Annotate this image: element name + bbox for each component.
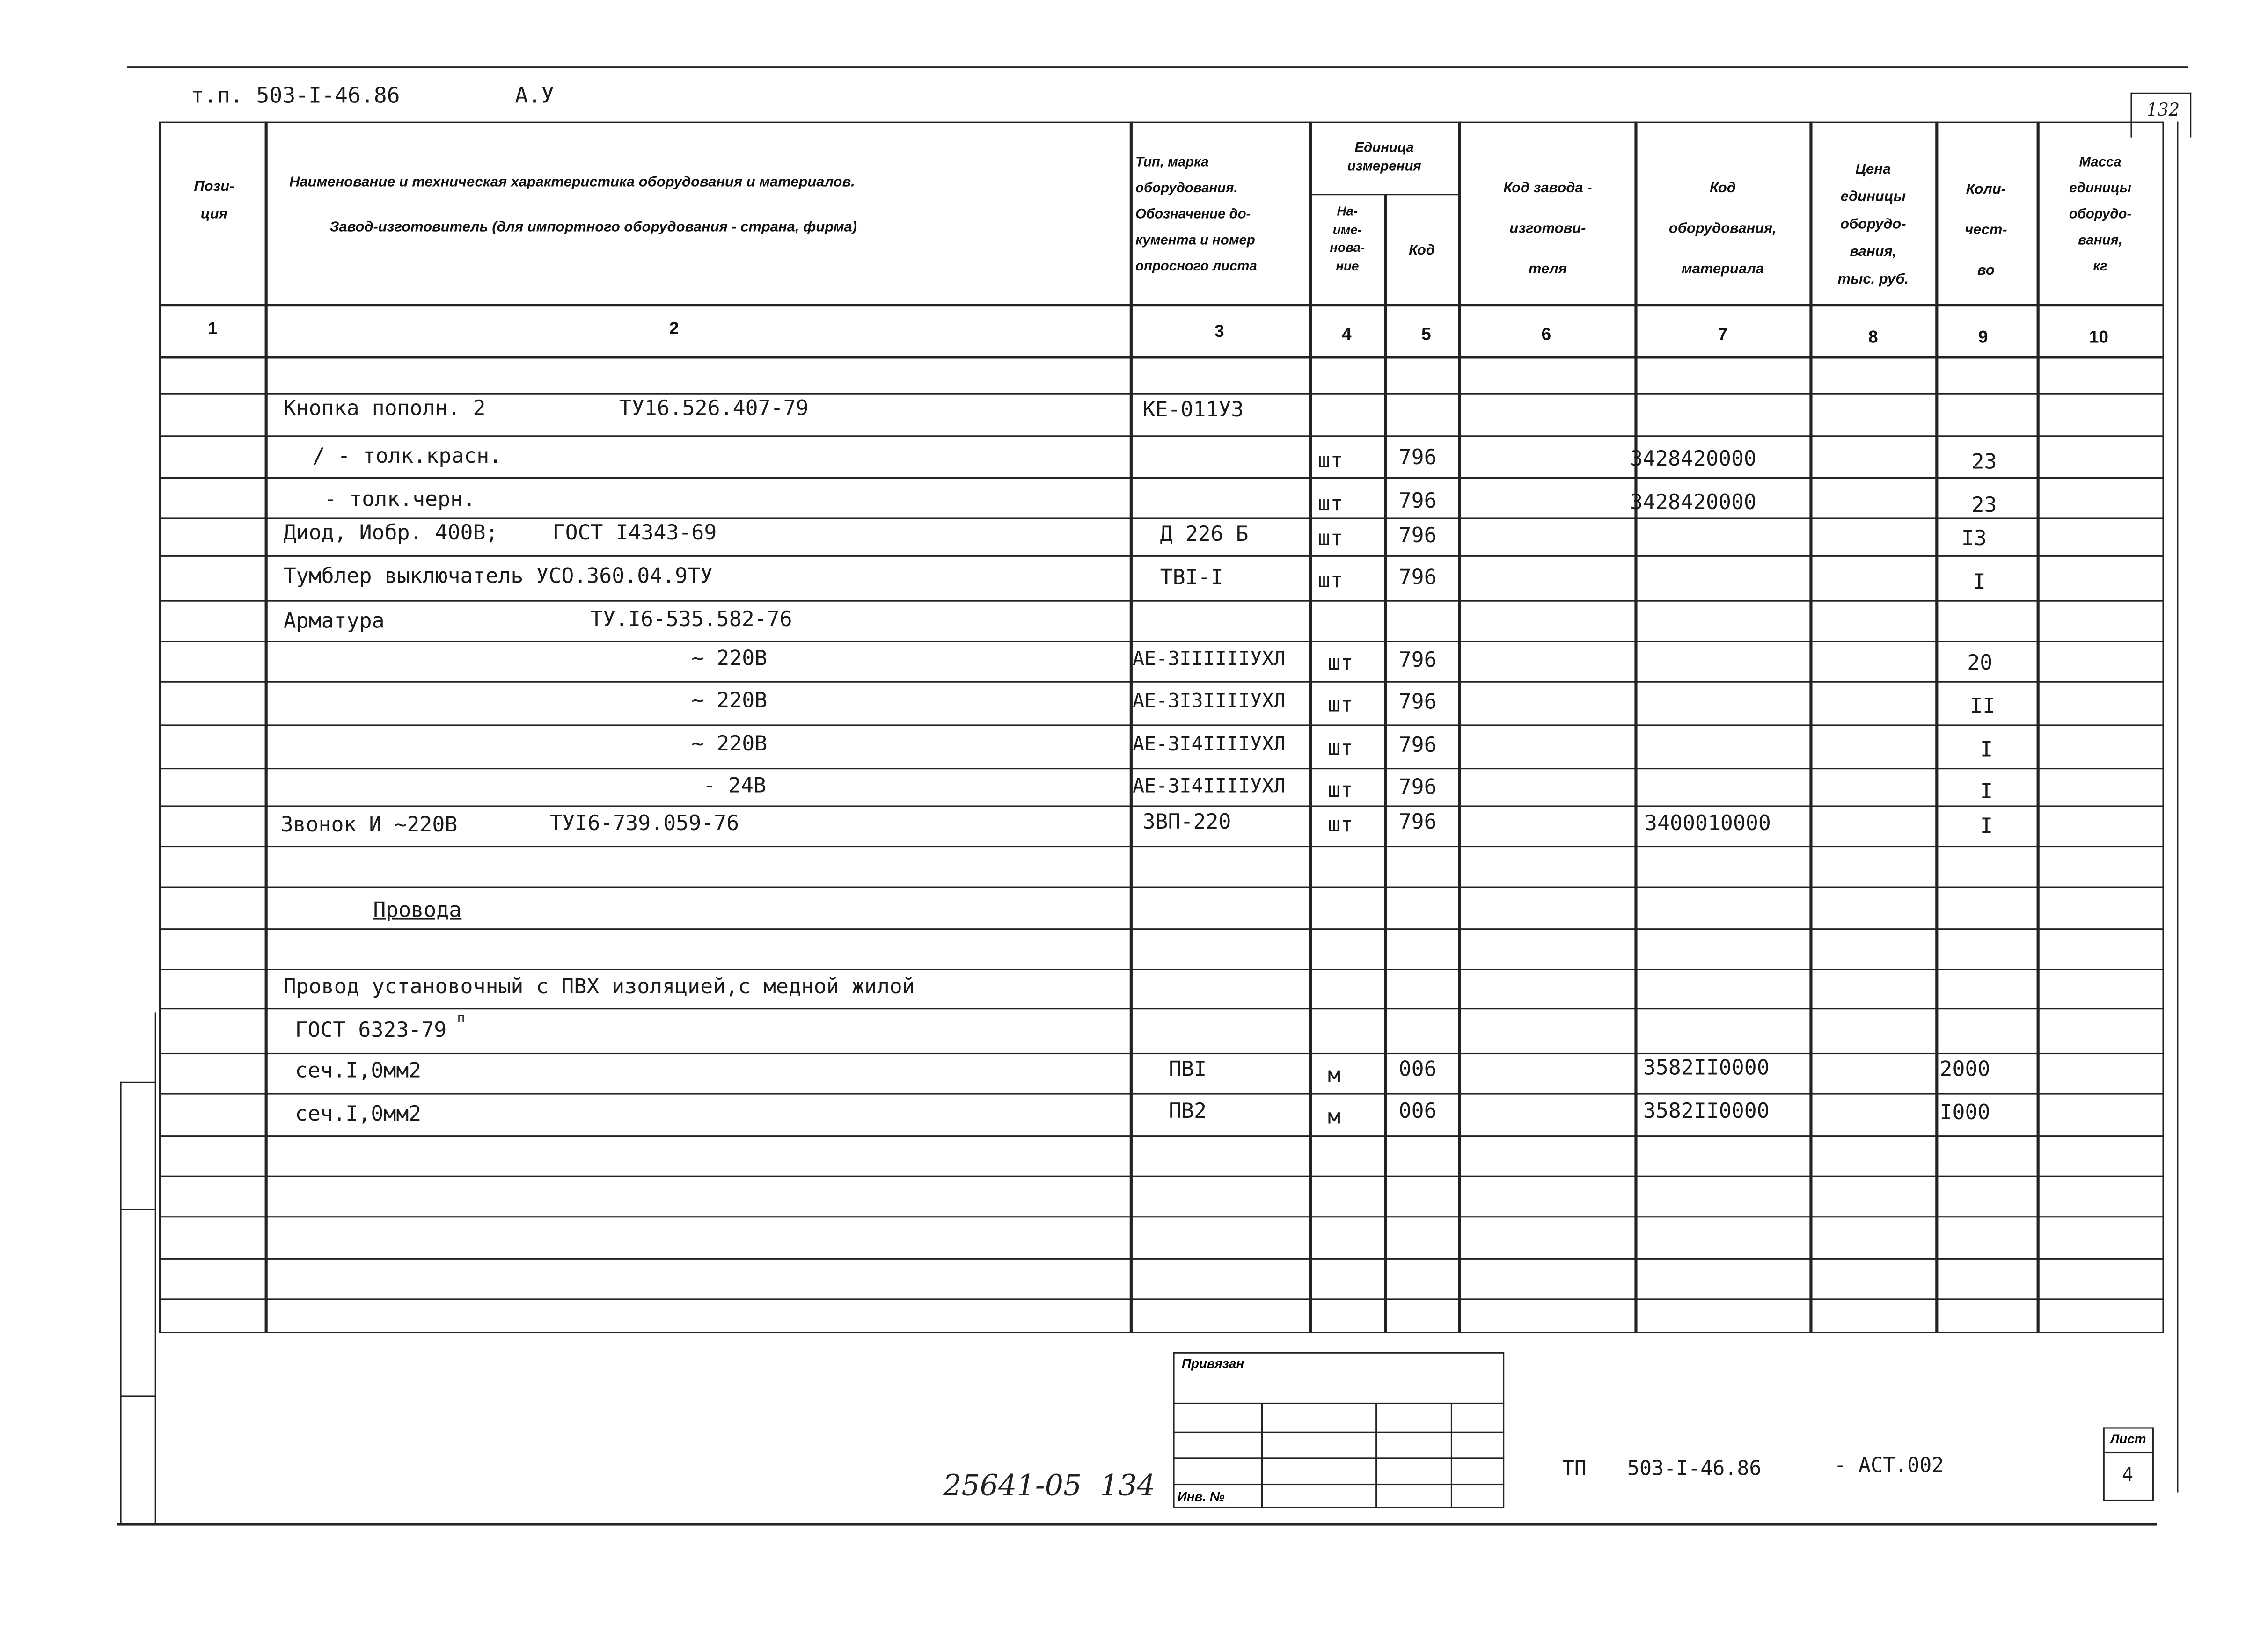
right-frame-line — [2177, 122, 2179, 1493]
stamp-col — [1261, 1403, 1263, 1508]
stamp-line — [1173, 1432, 1504, 1433]
colnum-3: 3 — [1214, 321, 1224, 342]
row-unit: шт — [1328, 694, 1353, 717]
row-type: АЕ-3IIIIIIУХЛ — [1132, 648, 1286, 671]
row-unit: шт — [1328, 814, 1353, 838]
header-position: Пози- ция — [194, 179, 234, 223]
header-unit-name: На- име- нова- ние — [1330, 204, 1365, 273]
row-line — [159, 517, 2164, 519]
row-unit-code: 796 — [1398, 567, 1437, 590]
row-unit-code: 006 — [1398, 1058, 1437, 1082]
header-name-line2: Завод-изготовитель (для импортного оборудования - страна, фирма) — [329, 219, 857, 236]
binding-margin-line — [155, 1012, 157, 1524]
row-unit-code: 796 — [1398, 811, 1437, 835]
bottom-rule — [117, 1523, 2157, 1525]
sheet-label: Лист — [2110, 1431, 2146, 1446]
row-unit: шт — [1317, 569, 1343, 593]
page-number: 132 — [2146, 100, 2180, 120]
col-line — [1384, 194, 1387, 1333]
row-line — [159, 1135, 2164, 1137]
row-line — [159, 555, 2164, 557]
row-material-code: 3582II0000 — [1643, 1057, 1770, 1080]
row-doc: ТУI6-739.059-76 — [549, 812, 739, 836]
row-line — [159, 1216, 2164, 1217]
row-line — [159, 1008, 2164, 1009]
row-type: КЕ-011У3 — [1142, 399, 1244, 423]
stamp-col — [1451, 1403, 1452, 1508]
row-quantity: II — [1970, 695, 1996, 719]
row-name: Тумблер выключатель УСО.360.04.9ТУ — [283, 565, 713, 589]
handwritten-inventory-number: 25641-05 134 — [943, 1467, 1156, 1503]
colnum-9: 9 — [1978, 327, 1988, 347]
header-unit-group: Единица измерения — [1347, 140, 1421, 175]
row-unit-code: 006 — [1398, 1100, 1437, 1124]
row-line — [159, 846, 2164, 847]
row-name: - толк.черн. — [324, 488, 476, 512]
row-line — [159, 805, 2164, 807]
row-line — [159, 1053, 2164, 1054]
header-type: Тип, марка оборудования. Обозначение до- кумента и номер опросного листа — [1135, 154, 1257, 275]
row-line — [159, 1298, 2164, 1300]
row-line — [159, 1093, 2164, 1094]
header-quantity: Коли- чест- во — [1965, 182, 2007, 279]
header-plant-code: Код завода - изготови- теля — [1503, 181, 1592, 278]
row-unit-code: 796 — [1398, 490, 1437, 514]
gost-superscript: п — [457, 1012, 465, 1027]
attached-label: Привязан — [1182, 1356, 1244, 1371]
binding-margin-tick — [120, 1082, 156, 1083]
unit-group-line — [1309, 194, 1459, 196]
row-quantity: I — [1980, 816, 1993, 839]
row-unit: шт — [1328, 652, 1353, 676]
colnum-6: 6 — [1541, 324, 1551, 344]
binding-margin-line — [120, 1082, 122, 1524]
header-price: Цена единицы оборудо- вания, тыс. руб. — [1837, 162, 1909, 288]
row-line — [159, 887, 2164, 888]
row-quantity: I000 — [1939, 1102, 1990, 1125]
header-mass: Масса единицы оборудо- вания, кг — [2069, 154, 2132, 275]
row-type: ПВ2 — [1169, 1100, 1207, 1124]
row-line — [159, 969, 2164, 970]
row-unit-code: 796 — [1398, 735, 1437, 758]
row-unit-code: 796 — [1398, 776, 1437, 800]
row-unit: м — [1328, 1064, 1341, 1088]
row-type: ПВI — [1169, 1058, 1207, 1082]
row-quantity: 23 — [1971, 494, 1997, 518]
row-material-code: 3428420000 — [1630, 491, 1756, 515]
row-doc: ТУ.I6-535.582-76 — [590, 609, 792, 632]
row-line — [159, 928, 2164, 930]
header-bottom-line — [159, 304, 2164, 306]
row-name: Провод установочный с ПВХ изоляцией,с медной жилой — [283, 976, 915, 999]
row-quantity: I3 — [1961, 528, 1987, 551]
row-name: Диод, Иобр. 400В; — [283, 522, 498, 546]
row-name: Кнопка пополн. 2 — [283, 397, 486, 421]
row-name: сеч.I,0мм2 — [295, 1060, 422, 1083]
row-quantity: I — [1980, 739, 1993, 762]
doc-code: т.п. 503-I-46.86 — [190, 82, 400, 109]
colnum-7: 7 — [1718, 324, 1728, 344]
row-line — [159, 435, 2164, 437]
row-quantity: 2000 — [1939, 1058, 1990, 1082]
title-code-suffix: - АСТ.002 — [1834, 1455, 1944, 1478]
row-line — [159, 477, 2164, 479]
row-unit: шт — [1328, 737, 1353, 761]
row-unit-code: 796 — [1398, 649, 1437, 673]
row-unit: шт — [1317, 528, 1343, 551]
row-type: ТВI-I — [1160, 567, 1223, 590]
row-name: сеч.I,0мм2 — [295, 1103, 422, 1127]
stamp-line — [1173, 1484, 1504, 1485]
row-unit: м — [1328, 1106, 1341, 1129]
row-doc: ГОСТ I4343-69 — [552, 522, 717, 546]
row-quantity: 23 — [1971, 451, 1997, 474]
row-type: Д 226 Б — [1160, 523, 1249, 547]
sheet-number: 4 — [2122, 1464, 2134, 1487]
row-material-code: 3582II0000 — [1643, 1100, 1770, 1124]
stamp-line — [1173, 1403, 1504, 1404]
row-line — [159, 768, 2164, 769]
inventory-label: Инв. № — [1177, 1489, 1225, 1504]
row-line — [159, 1176, 2164, 1177]
colnum-bottom-line — [159, 356, 2164, 358]
row-material-code: 3428420000 — [1630, 448, 1756, 472]
colnum-2: 2 — [669, 318, 679, 339]
row-quantity: 20 — [1967, 652, 1993, 676]
colnum-4: 4 — [1342, 324, 1352, 344]
row-name: ~ 220В — [691, 733, 768, 757]
title-code: 503-I-46.86 — [1627, 1457, 1762, 1481]
row-type: ЗВП-220 — [1142, 811, 1231, 835]
row-material-code: 3400010000 — [1645, 812, 1771, 836]
binding-margin-tick — [120, 1209, 156, 1210]
row-name: - 24В — [703, 775, 766, 799]
row-unit-code: 796 — [1398, 525, 1437, 548]
row-quantity: I — [1973, 571, 1986, 595]
row-name: ~ 220В — [691, 690, 768, 713]
row-type: АЕ-3I4IIIIУХЛ — [1132, 775, 1286, 799]
stamp-line — [1173, 1457, 1504, 1459]
row-unit: шт — [1317, 493, 1343, 517]
row-name: ГОСТ 6323-79 — [295, 1019, 447, 1043]
colnum-5: 5 — [1421, 324, 1431, 344]
row-doc: ТУ16.526.407-79 — [619, 397, 809, 421]
header-name-line1: Наименование и техническая характеристика оборудования и материалов. — [289, 175, 855, 191]
colnum-1: 1 — [207, 318, 218, 339]
row-line — [159, 724, 2164, 726]
sheet-box-divider — [2103, 1452, 2154, 1453]
row-unit-code: 796 — [1398, 691, 1437, 714]
row-line — [159, 600, 2164, 602]
header-unit-code: Код — [1409, 243, 1435, 259]
section-heading-wires: Провода — [373, 899, 462, 923]
row-name: / - толк.красн. — [312, 445, 502, 469]
row-line — [159, 641, 2164, 642]
row-type: АЕ-3I3IIIIУХЛ — [1132, 690, 1286, 713]
section-label: А.У — [515, 82, 554, 109]
row-line — [159, 681, 2164, 683]
colnum-10: 10 — [2089, 327, 2109, 347]
colnum-8: 8 — [1868, 327, 1878, 347]
row-type: АЕ-3I4IIIIУХЛ — [1132, 733, 1286, 757]
row-name: ~ 220В — [691, 648, 768, 671]
row-name: Звонок И ~220В — [280, 814, 458, 838]
row-quantity: I — [1980, 780, 1993, 804]
row-unit: шт — [1317, 450, 1343, 473]
row-line — [159, 393, 2164, 395]
title-code-prefix: ТП — [1562, 1457, 1587, 1481]
binding-margin-tick — [120, 1395, 156, 1397]
row-unit: шт — [1328, 779, 1353, 803]
top-rule — [127, 66, 2188, 68]
row-name: Арматура — [283, 610, 385, 634]
row-line — [159, 1258, 2164, 1260]
row-unit-code: 796 — [1398, 446, 1437, 470]
stamp-col — [1375, 1403, 1377, 1508]
header-equipment-code: Код оборудования, материала — [1668, 181, 1777, 278]
